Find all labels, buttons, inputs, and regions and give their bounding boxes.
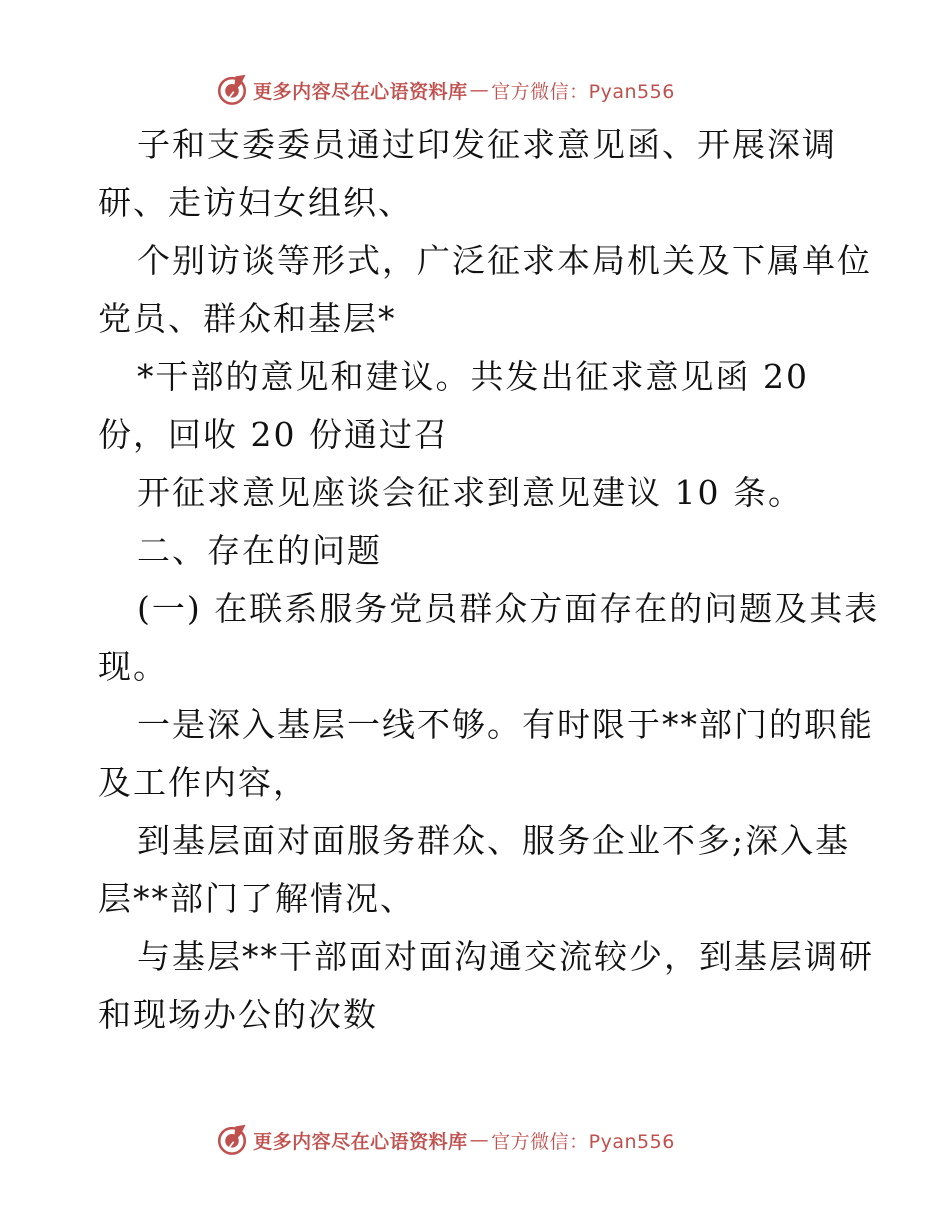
header-watermark [0, 70, 950, 110]
paragraph-line: 到基层面对面服务群众、服务企业不多;深入基 [137, 821, 851, 860]
watermark-contact-text: 官方微信：Pyan556 [491, 80, 675, 103]
paragraph-line: 研、走访妇女组织、 [98, 183, 413, 222]
paragraph-line: 及工作内容， [98, 763, 308, 802]
quill-pen-logo-icon [215, 73, 249, 107]
paragraph-line: 与基层**干部面对面沟通交流较少，到基层调研 [137, 937, 874, 976]
paragraph-line: 一是深入基层一线不够。有时限于**部门的职能 [137, 705, 874, 744]
paragraph-line: 子和支委委员通过印发征求意见函、开展深调 [137, 125, 837, 164]
paragraph-line: 个别访谈等形式，广泛征求本局机关及下属单位 [137, 241, 872, 280]
paragraph-line: 份，回收 20 份通过召 [98, 415, 449, 454]
subsection-heading: (一) 在联系服务党员群众方面存在的问题及其表 [137, 589, 880, 628]
watermark-separator: — [469, 79, 490, 101]
paragraph-line: 和现场办公的次数 [98, 995, 378, 1034]
quill-pen-logo-icon [215, 1123, 249, 1157]
paragraph-line: 开征求意见座谈会征求到意见建议 10 条。 [137, 473, 803, 512]
watermark-separator: — [469, 1129, 490, 1151]
watermark-main-text: 更多内容尽在心语资料库 [253, 80, 468, 103]
paragraph-line: 党员、群众和基层* [98, 299, 397, 338]
paragraph-line: 层**部门了解情况、 [98, 879, 415, 918]
paragraph-line: 现。 [98, 647, 168, 686]
document-body [98, 116, 880, 1044]
section-heading: 二、存在的问题 [137, 531, 382, 570]
watermark-main-text: 更多内容尽在心语资料库 [253, 1130, 468, 1153]
footer-watermark [0, 1120, 950, 1160]
watermark-contact-text: 官方微信：Pyan556 [491, 1130, 675, 1153]
paragraph-line: *干部的意见和建议。共发出征求意见函 20 [137, 357, 809, 396]
